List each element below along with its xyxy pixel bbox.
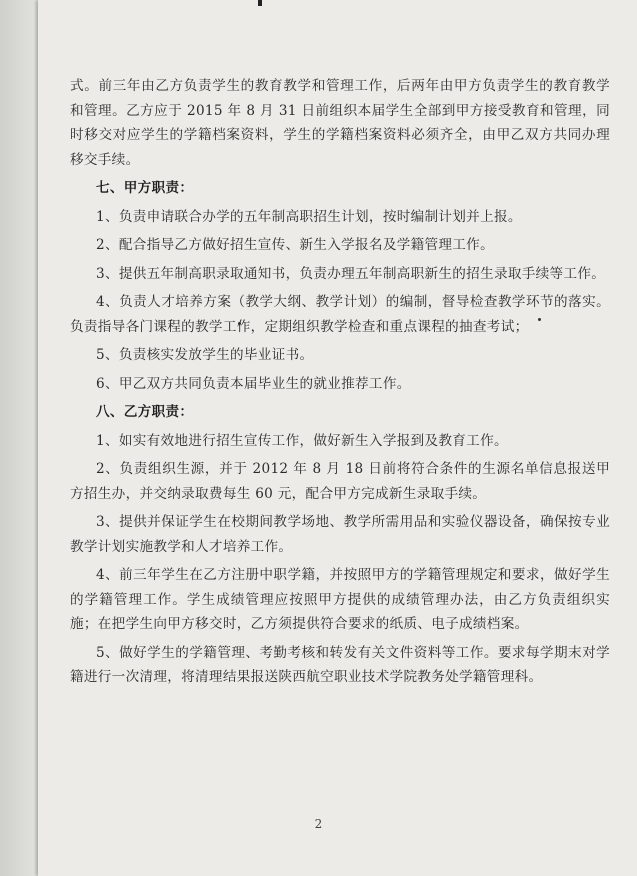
scan-left-margin — [0, 0, 38, 876]
party-b-item-3: 3、提供并保证学生在校期间教学场地、教学所需用品和实验仪器设备，确保按专业教学计划实施教学和人才培养工作。 — [70, 514, 610, 555]
section-heading-party-a: 七、甲方职责： — [96, 180, 194, 196]
paragraph-intro: 式。前三年由乙方负责学生的教育教学和管理工作，后两年由甲方负责学生的教育教学和管理。乙方应于 2015 年 8 月 31 日前组织本届学生全部到甲方接受教育和管理，同时移交对应学生的学籍档案资料，学生的学籍档案资料必须齐全，由甲乙双方共同办理移交手续。 — [70, 78, 610, 168]
document-body — [70, 74, 610, 690]
scan-mark — [258, 0, 262, 6]
page-number: 2 — [314, 817, 323, 831]
party-b-item-4: 4、前三年学生在乙方注册中职学籍，并按照甲方的学籍管理规定和要求，做好学生的学籍管理工作。学生成绩管理应按照甲方提供的成绩管理办法，由乙方负责组织实施；在把学生向甲方移交时，乙方须提供符合要求的纸质、电子成绩档案。 — [70, 567, 610, 632]
party-b-item-1: 1、如实有效地进行招生宣传工作，做好新生入学报到及教育工作。 — [96, 432, 508, 449]
party-b-item-2: 2、负责组织生源，并于 2012 年 8 月 18 日前将符合条件的生源名单信息报送甲方招生办，并交纳录取费每生 60 元，配合甲方完成新生录取手续。 — [70, 461, 610, 502]
party-a-item-6: 6、甲乙双方共同负责本届毕业生的就业推荐工作。 — [96, 375, 411, 392]
party-a-item-2: 2、配合指导乙方做好招生宣传、新生入学报名及学籍管理工作。 — [96, 237, 494, 253]
party-b-item-5: 5、做好学生的学籍管理、考勤考核和转发有关文件资料等工作。要求每学期末对学籍进行一次清理，将清理结果报送陕西航空职业技术学院教务处学籍管理科。 — [70, 644, 610, 685]
party-a-item-1: 1、负责申请联合办学的五年制高职招生计划，按时编制计划并上报。 — [96, 208, 522, 225]
party-a-item-3: 3、提供五年制高职录取通知书，负责办理五年制高职新生的招生录取手续等工作。 — [96, 265, 606, 282]
section-heading-party-b: 八、乙方职责： — [96, 404, 194, 420]
party-a-item-4: 4、负责人才培养方案（教学大纲、教学计划）的编制，督导检查教学环节的落实。负责指导各门课程的教学工作，定期组织教学检查和重点课程的抽查考试； — [70, 294, 610, 335]
party-a-item-5: 5、负责核实发放学生的毕业证书。 — [96, 347, 314, 363]
